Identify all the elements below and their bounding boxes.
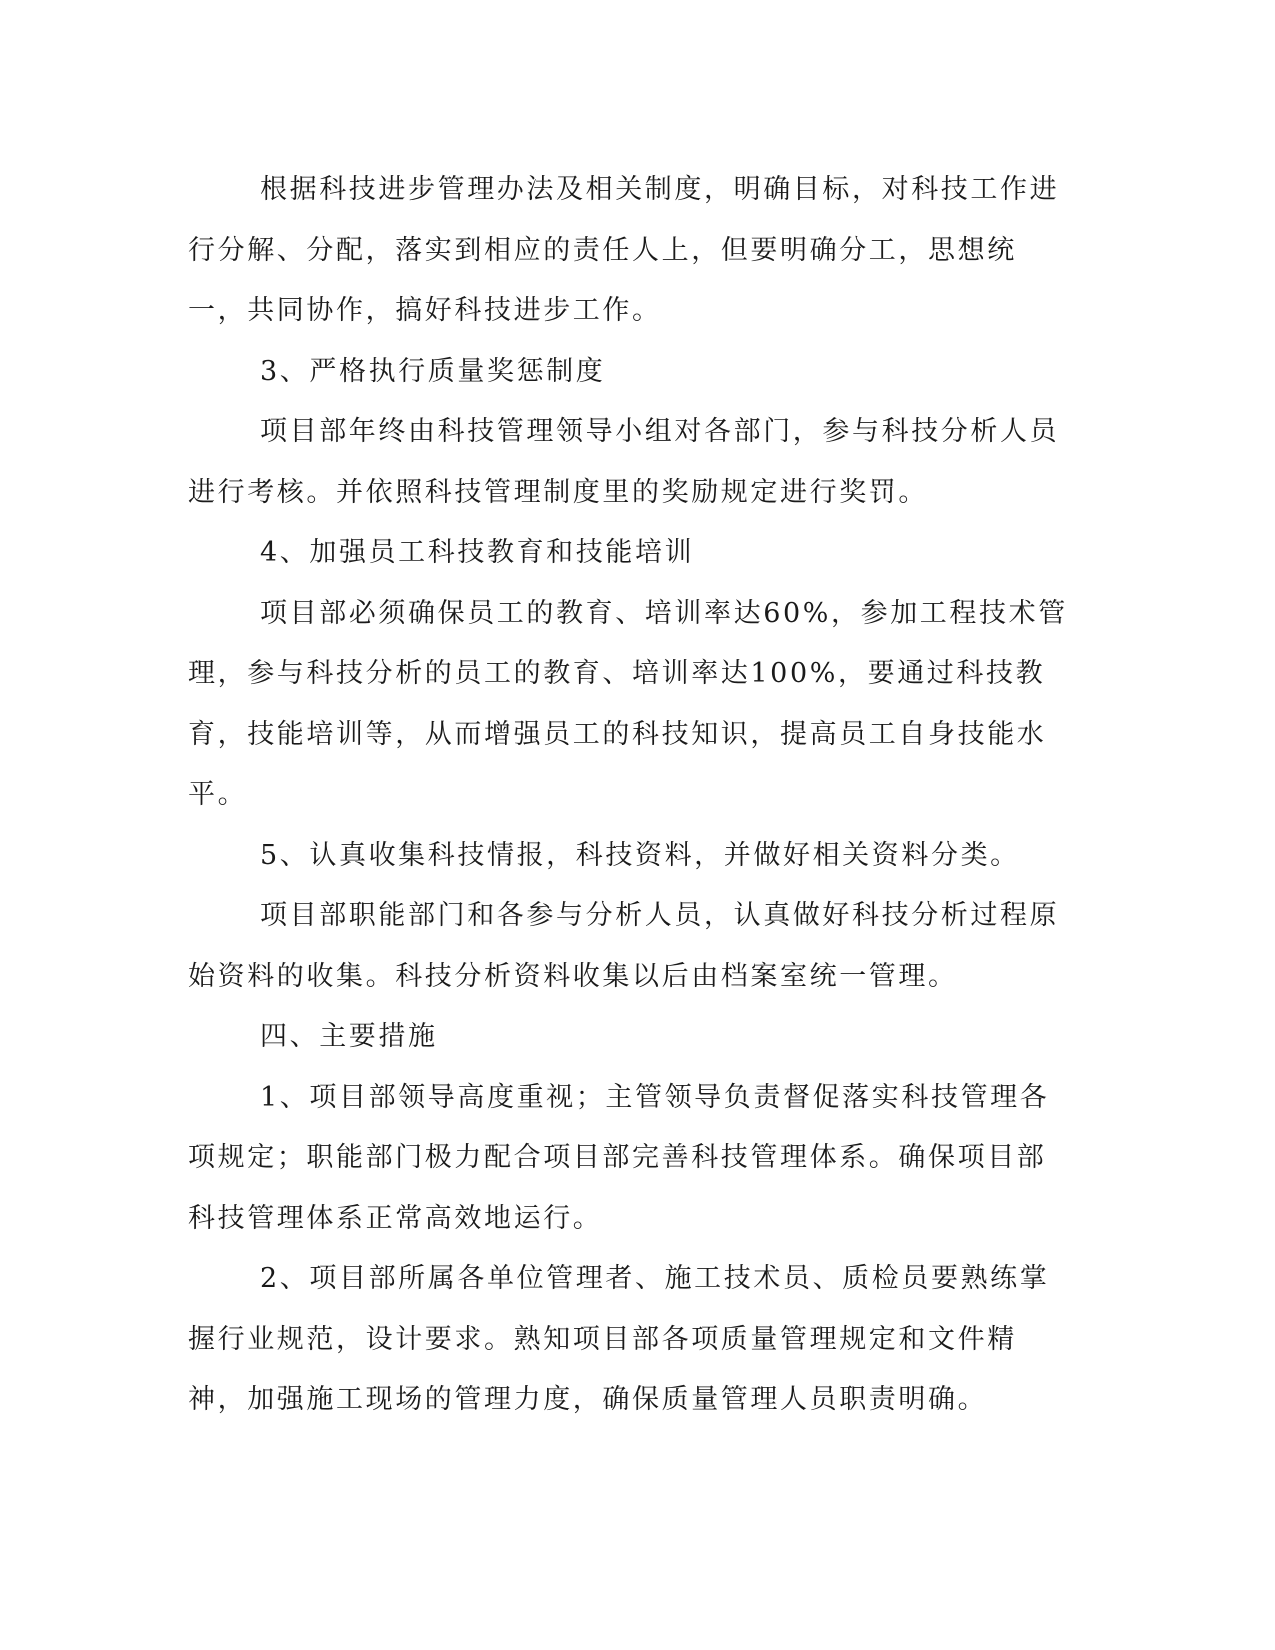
heading-3: 3、严格执行质量奖惩制度	[260, 355, 606, 387]
paragraph-4: 项目部职能部门和各参与分析人员，认真做好科技分析过程原始资料的收集。科技分析资料收集以后由档案室统一管理。	[188, 900, 1060, 992]
heading-5: 5、认真收集科技情报，科技资料，并做好相关资料分类。	[260, 839, 1020, 871]
paragraph-3: 项目部必须确保员工的教育、培训率达60%，参加工程技术管理，参与科技分析的员工的教育、培训率达100%，要通过科技教育，技能培训等，从而增强员工的科技知识，提高员工自身技能水平。	[188, 597, 1068, 810]
heading-4: 4、加强员工科技教育和技能培训	[260, 537, 695, 568]
paragraph-1: 根据科技进步管理办法及相关制度，明确目标，对科技工作进行分解、分配，落实到相应的责任人上，但要明确分工，思想统一，共同协作，搞好科技进步工作。	[188, 174, 1060, 326]
section-heading-measures: 四、主要措施	[260, 1021, 438, 1052]
paragraph-2: 项目部年终由科技管理领导小组对各部门，参与科技分析人员进行考核。并依照科技管理制度里的奖励规定进行奖罚。	[188, 416, 1060, 508]
document-body	[188, 160, 1068, 1431]
measure-1: 1、项目部领导高度重视；主管领导负责督促落实科技管理各项规定；职能部门极力配合项目部完善科技管理体系。确保项目部科技管理体系正常高效地运行。	[188, 1081, 1050, 1234]
measure-2: 2、项目部所属各单位管理者、施工技术员、质检员要熟练掌握行业规范，设计要求。熟知项目部各项质量管理规定和文件精神，加强施工现场的管理力度，确保质量管理人员职责明确。	[188, 1263, 1050, 1415]
